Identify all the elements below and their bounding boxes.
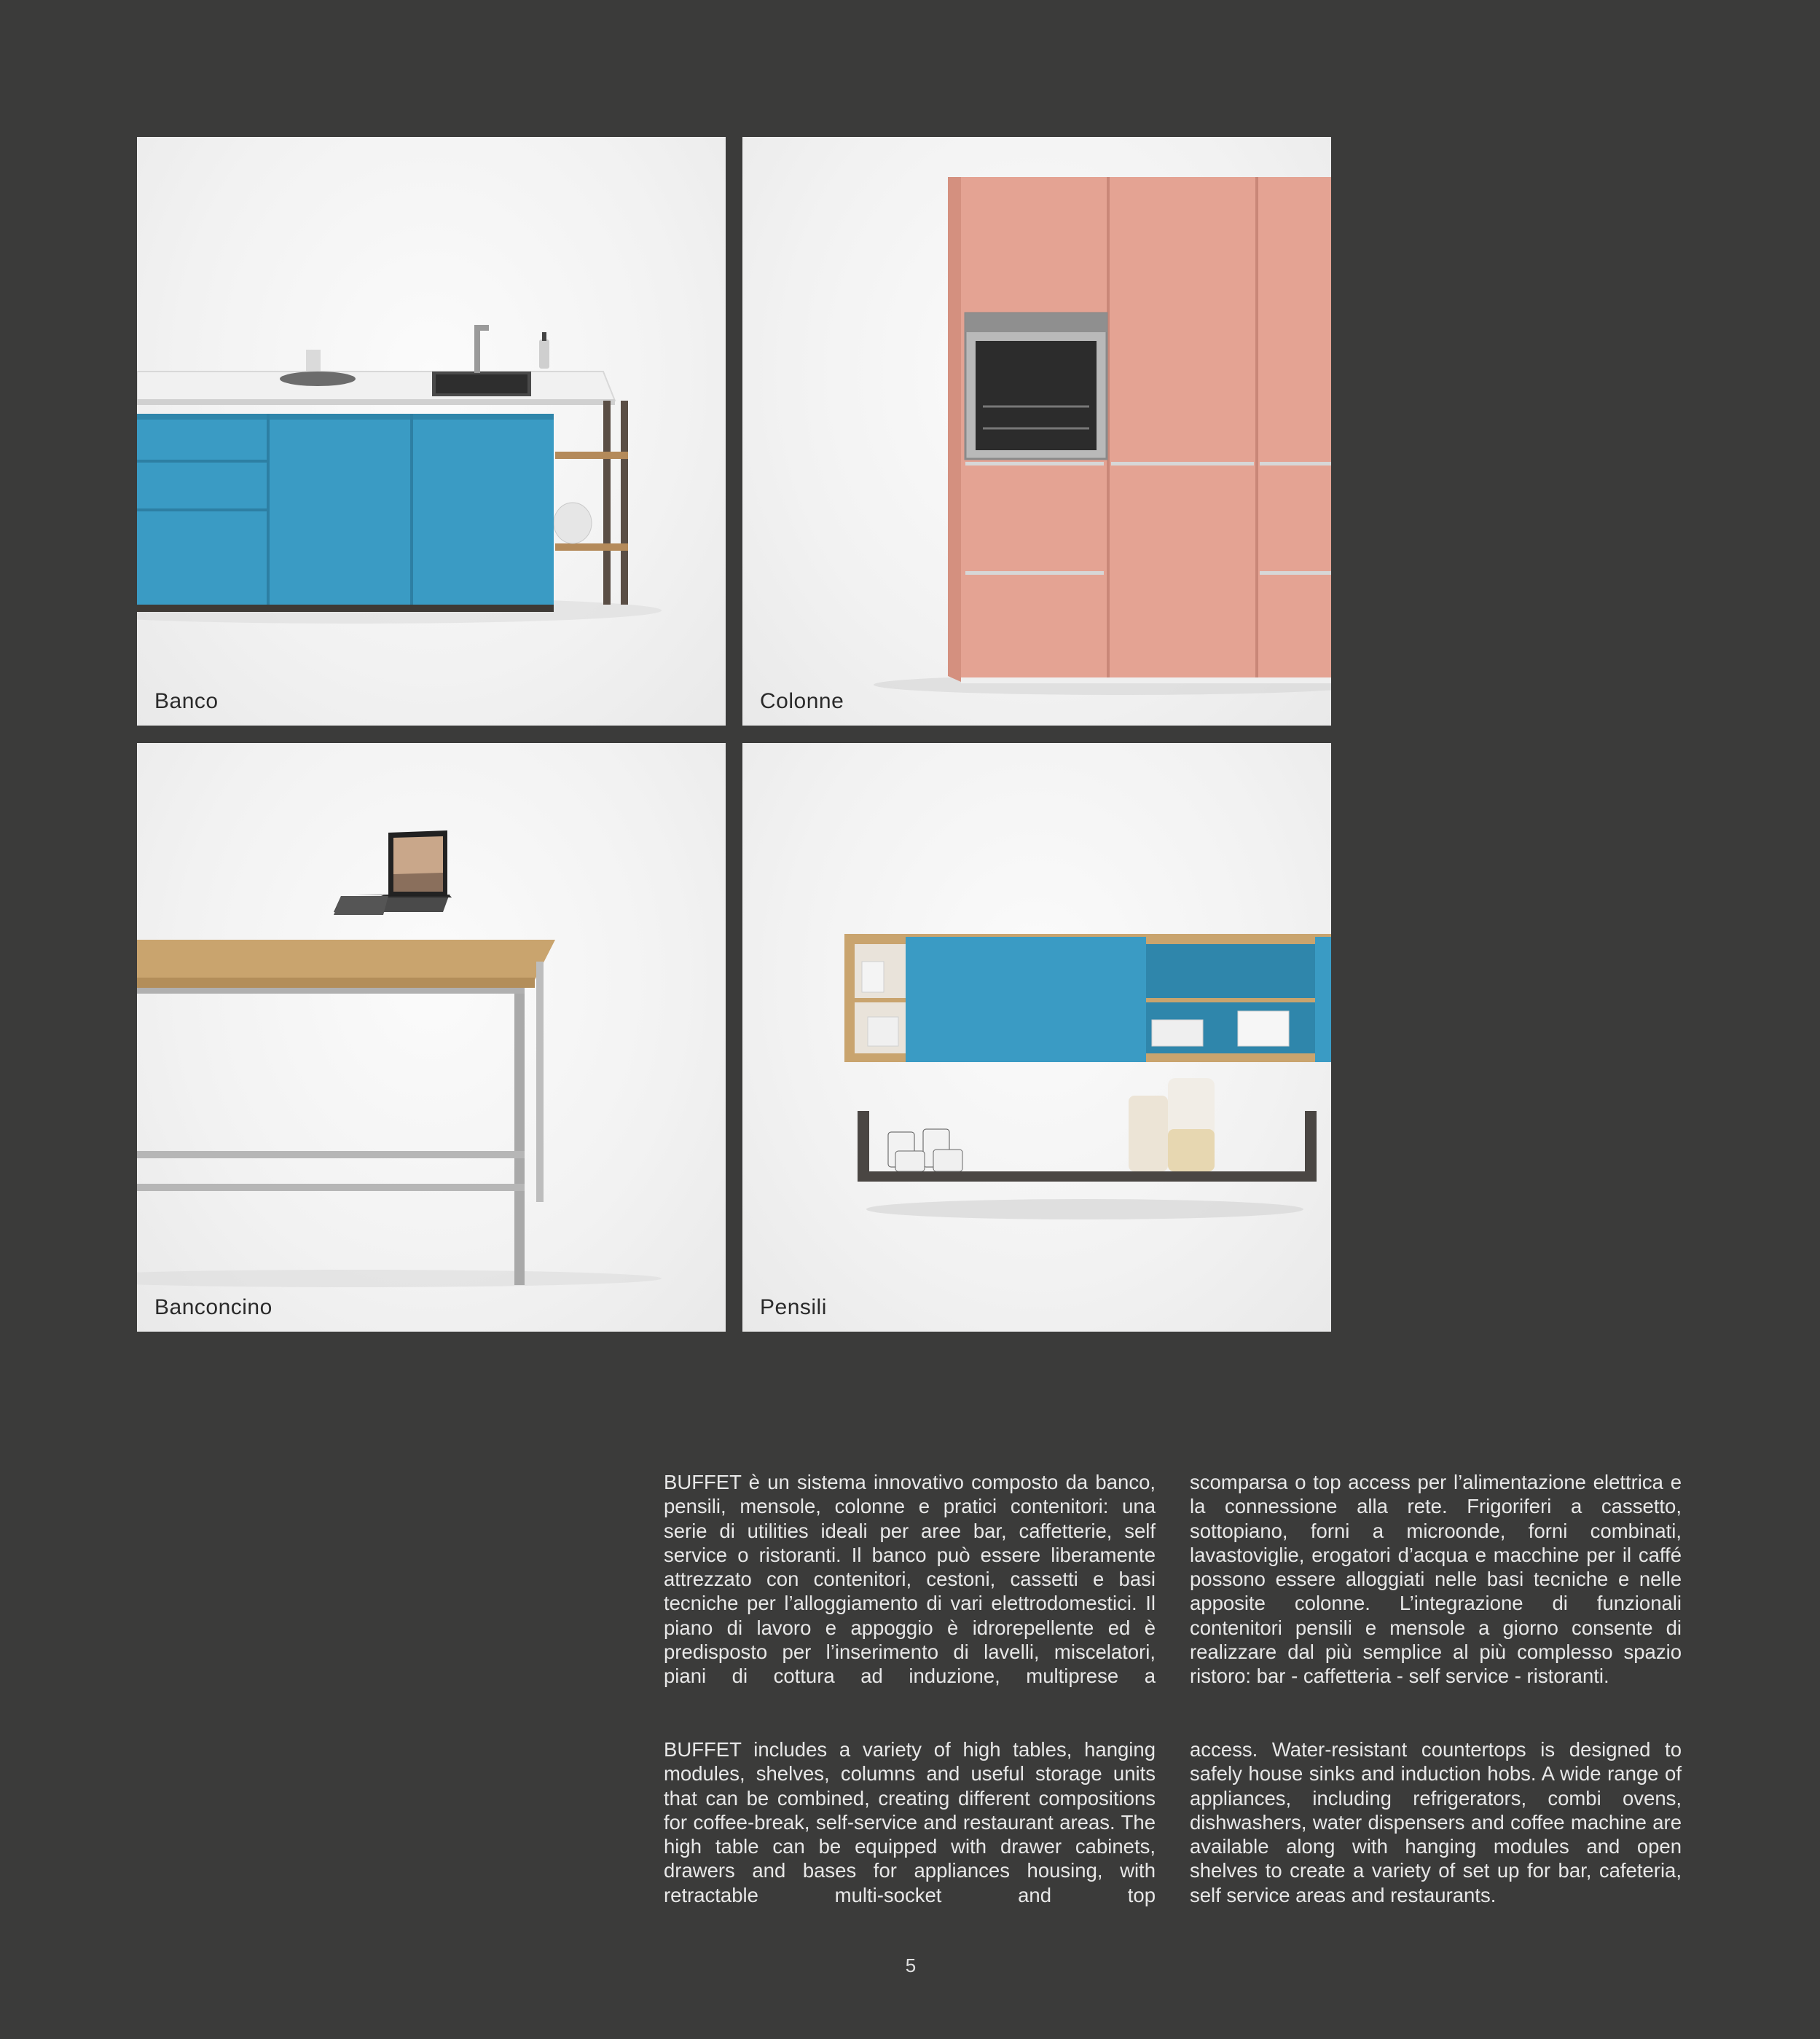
tile-banco bbox=[137, 137, 726, 726]
tile-caption: Banco bbox=[154, 689, 219, 713]
tile-caption: Colonne bbox=[760, 689, 844, 713]
italian-text-left: BUFFET è un sistema innovativo composto da banco, pensili, mensole, colonne e pratici contenitori: una serie di utilities ideali per aree bar, caffetterie, self service o ristoranti. Il banco può essere liberamente attrezzato con contenitori, cestoni, cassetti e basi tecniche per l’alloggiamento di vari elettrodomestici. Il piano di lavoro e appoggio è idrorepellente ed è predisposto per l’inserimento di lavelli, miscelatori, piani di cottura ad induzione, multiprese a bbox=[664, 1471, 1156, 1688]
banco-illustration bbox=[137, 137, 726, 726]
english-text-right: access. Water-resistant countertops is designed to safely house sinks and induction hobs. A wide range of appliances, including refrigerators, combi ovens, dishwashers, water dispensers and coffee machine are available along with hanging modules and open shelves to create a variety of set up for bar, cafeteria, self service areas and restaurants. bbox=[1190, 1738, 1682, 1906]
italian-text-right: scomparsa o top access per l’alimentazione elettrica e la connessione alla rete. Frigoriferi a cassetto, sottopiano, forni a microonde, forni combinati, lavastoviglie, erogatori d’acqua e macchine per il caffé possono essere alloggiati nelle basi tecniche e nelle apposite colonne. L’integrazione di funzionali contenitori pensili e mensole a giorno consente di realizzare dal più semplice al più complesso spazio ristoro: bar - caffetteria - self service - ristoranti. bbox=[1190, 1471, 1682, 1688]
tile-caption: Banconcino bbox=[154, 1295, 272, 1319]
colonne-illustration bbox=[742, 137, 1331, 726]
page-number: 5 bbox=[905, 1954, 917, 1976]
tile-pensili bbox=[742, 743, 1331, 1332]
english-text-left: BUFFET includes a variety of high tables, hanging modules, shelves, columns and useful storage units that can be combined, creating different compositions for coffee-break, self-service and restaurant areas. The high table can be equipped with drawer cabinets, drawers and bases for appliances housing, with retractable multi-socket and top bbox=[664, 1738, 1156, 1906]
pensili-illustration bbox=[742, 743, 1331, 1332]
tile-caption: Pensili bbox=[760, 1295, 827, 1319]
tile-banconcino bbox=[137, 743, 726, 1332]
tile-colonne bbox=[742, 137, 1331, 726]
banconcino-illustration bbox=[137, 743, 726, 1332]
